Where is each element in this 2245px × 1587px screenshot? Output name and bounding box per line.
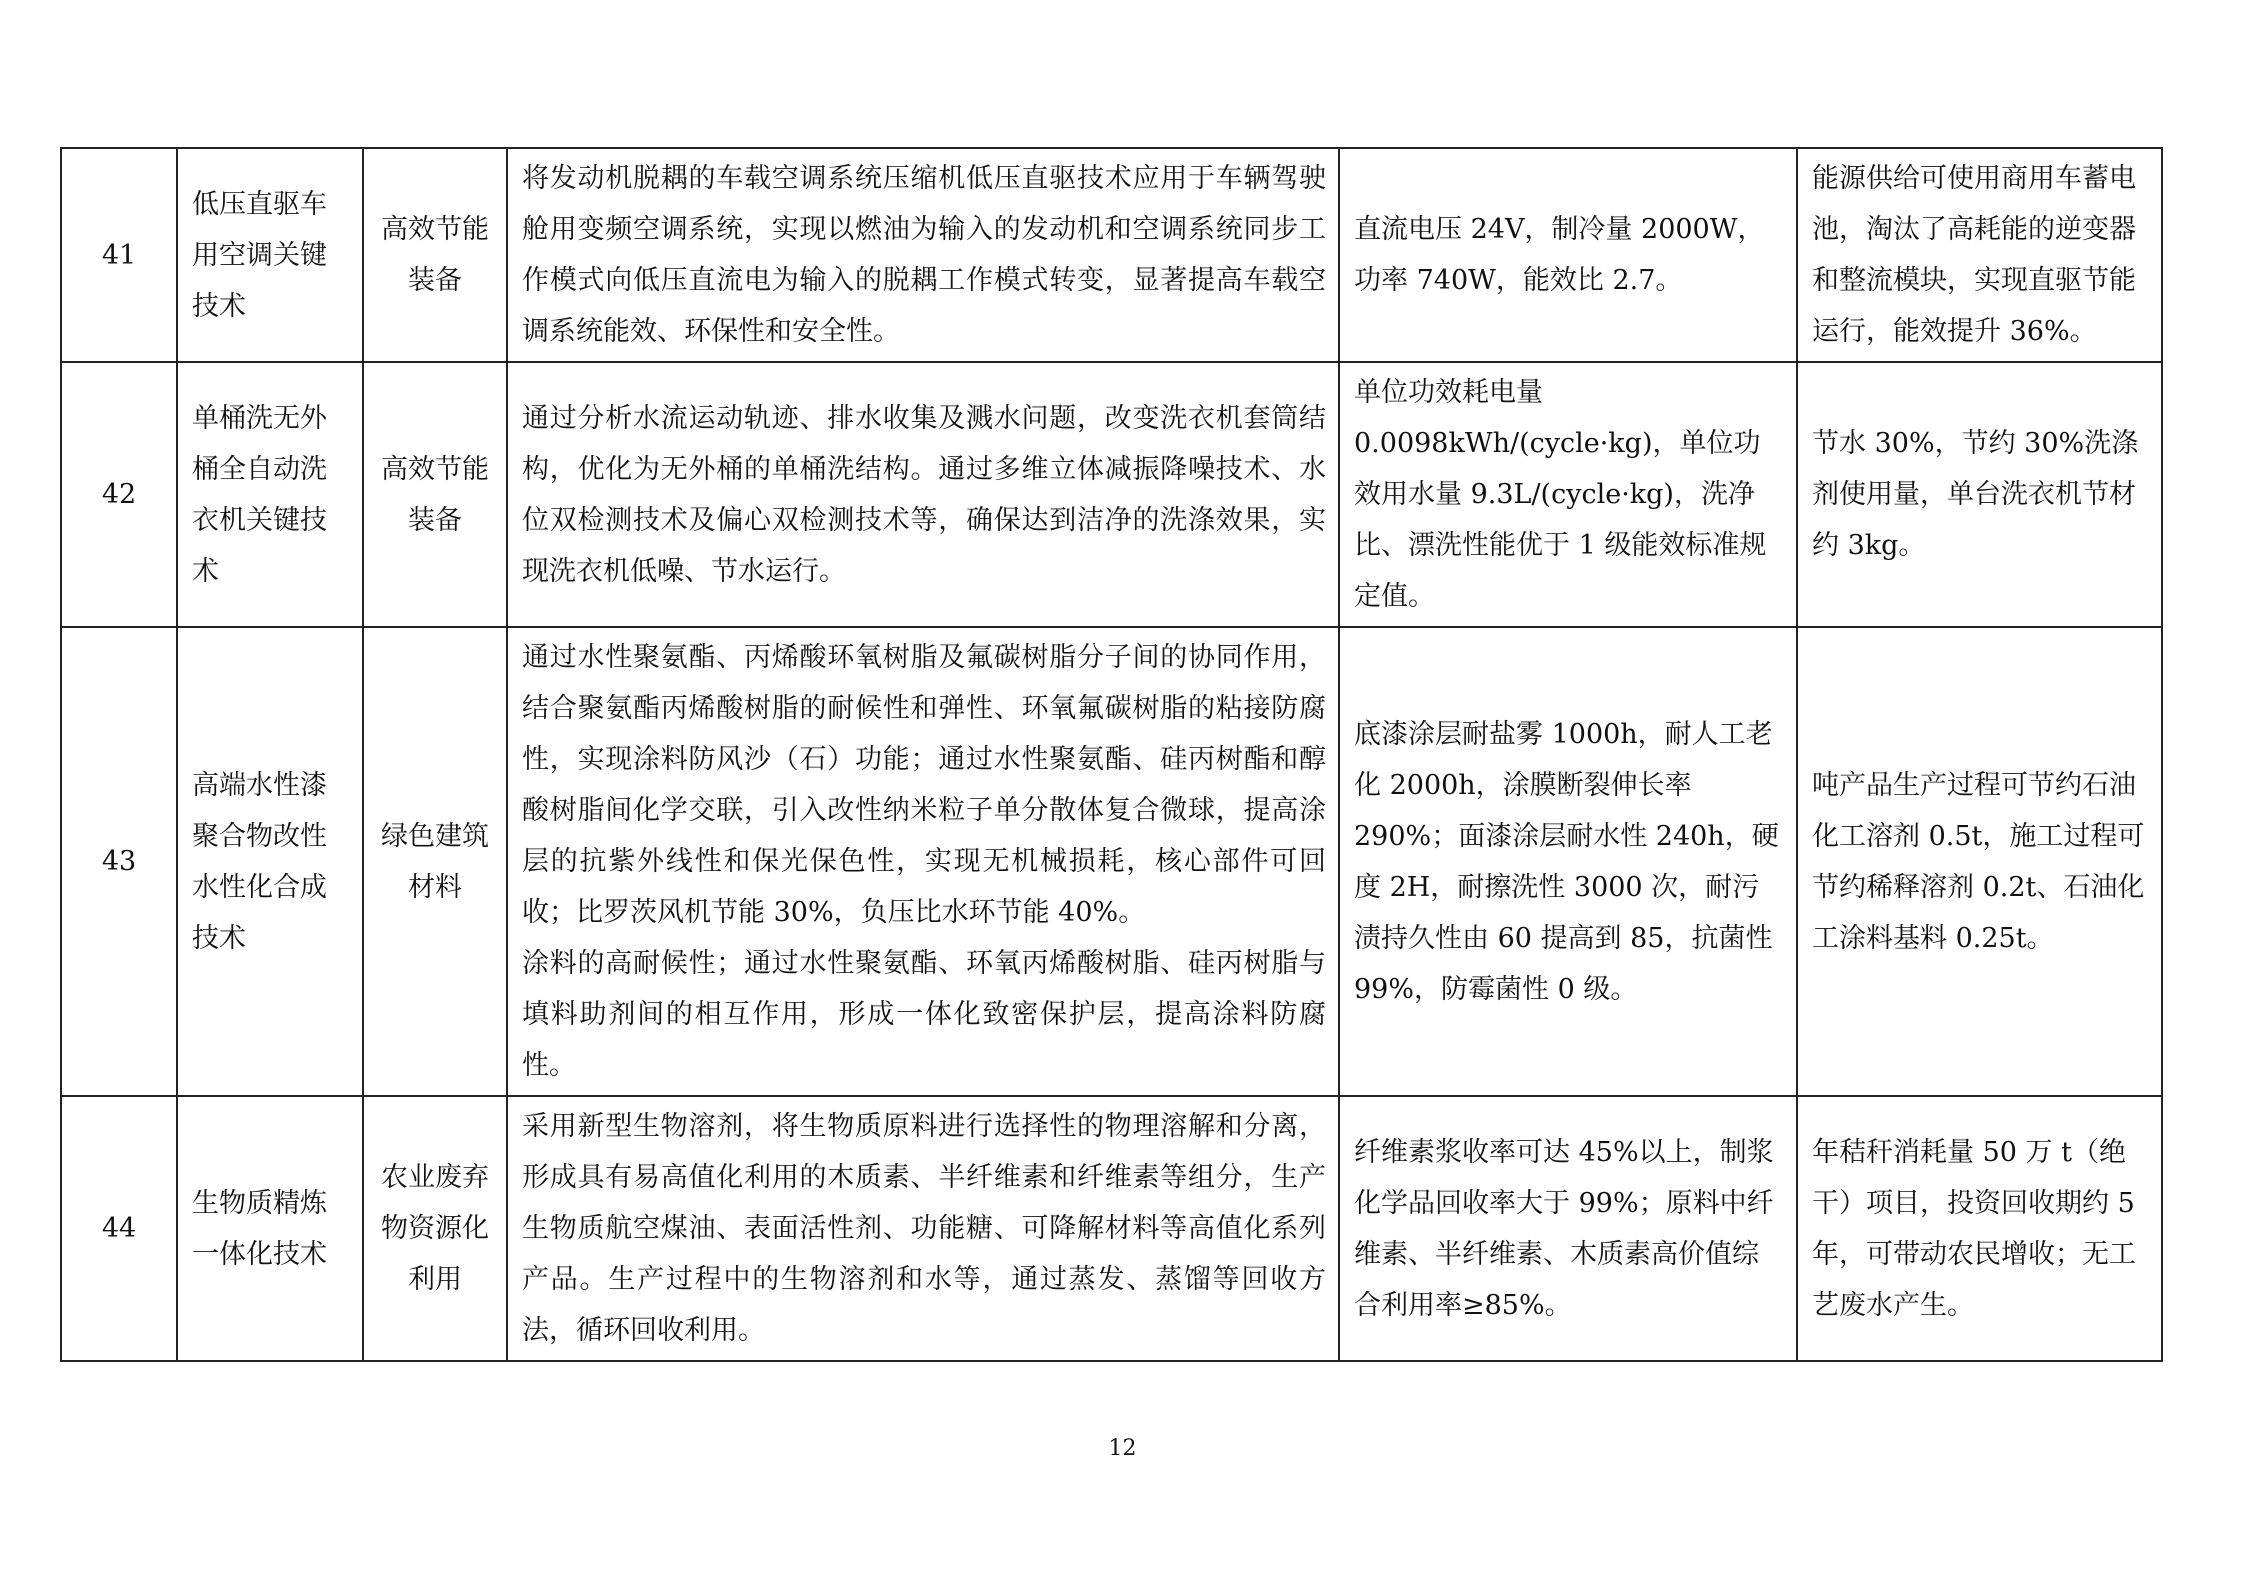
technical-indicators: 直流电压 24V，制冷量 2000W，功率 740W，能效比 2.7。 bbox=[1339, 148, 1797, 362]
energy-saving-effects: 吨产品生产过程可节约石油化工溶剂 0.5t，施工过程可节约稀释溶剂 0.2t、石油化工涂料基料 0.25t。 bbox=[1797, 627, 2162, 1096]
description-paragraph: 涂料的高耐候性；通过水性聚氨酯、环氧丙烯酸树脂、硅丙树脂与填料助剂间的相互作用，形成一体化致密保护层，提高涂料防腐性。 bbox=[522, 948, 1326, 1081]
row-number: 41 bbox=[61, 148, 177, 362]
technology-table bbox=[60, 147, 2163, 1362]
row-number: 44 bbox=[61, 1096, 177, 1361]
technology-category: 高效节能装备 bbox=[363, 148, 507, 362]
technology-name: 高端水性漆聚合物改性水性化合成技术 bbox=[177, 627, 363, 1096]
technology-description bbox=[507, 627, 1339, 1096]
energy-saving-effects: 能源供给可使用商用车蓄电池，淘汰了高耗能的逆变器和整流模块，实现直驱节能运行，能效提升 36%。 bbox=[1797, 148, 2162, 362]
table-row bbox=[61, 627, 2162, 1096]
technology-description: 采用新型生物溶剂，将生物质原料进行选择性的物理溶解和分离，形成具有易高值化利用的木质素、半纤维素和纤维素等组分，生产生物质航空煤油、表面活性剂、功能糖、可降解材料等高值化系列产品。生产过程中的生物溶剂和水等，通过蒸发、蒸馏等回收方法，循环回收利用。 bbox=[507, 1096, 1339, 1361]
technology-description: 通过分析水流运动轨迹、排水收集及溅水问题，改变洗衣机套筒结构，优化为无外桶的单桶洗结构。通过多维立体减振降噪技术、水位双检测技术及偏心双检测技术等，确保达到洁净的洗涤效果，实现洗衣机低噪、节水运行。 bbox=[507, 362, 1339, 627]
technology-category: 农业废弃物资源化利用 bbox=[363, 1096, 507, 1361]
row-number: 43 bbox=[61, 627, 177, 1096]
table-row bbox=[61, 148, 2162, 362]
page-number: 12 bbox=[1108, 1436, 1137, 1461]
technology-name: 单桶洗无外桶全自动洗衣机关键技术 bbox=[177, 362, 363, 627]
technology-category: 高效节能装备 bbox=[363, 362, 507, 627]
technology-name: 低压直驱车用空调关键技术 bbox=[177, 148, 363, 362]
description-paragraph: 通过水性聚氨酯、丙烯酸环氧树脂及氟碳树脂分子间的协同作用，结合聚氨酯丙烯酸树脂的耐候性和弹性、环氧氟碳树脂的粘接防腐性，实现涂料防风沙（石）功能；通过水性聚氨酯、硅丙树酯和醇酸树脂间化学交联，引入改性纳米粒子单分散体复合微球，提高涂层的抗紫外线性和保光保色性，实现无机械损耗，核心部件可回收；比罗茨风机节能 30%，负压比水环节能 40%。 bbox=[522, 642, 1326, 928]
technical-indicators: 底漆涂层耐盐雾 1000h，耐人工老化 2000h，涂膜断裂伸长率 290%；面漆涂层耐水性 240h，硬度 2H，耐擦洗性 3000 次，耐污渍持久性由 60 提高到 85，抗菌性 99%，防霉菌性 0 级。 bbox=[1339, 627, 1797, 1096]
table-row bbox=[61, 1096, 2162, 1361]
row-number: 42 bbox=[61, 362, 177, 627]
table-row bbox=[61, 362, 2162, 627]
technology-category: 绿色建筑材料 bbox=[363, 627, 507, 1096]
technology-description: 将发动机脱耦的车载空调系统压缩机低压直驱技术应用于车辆驾驶舱用变频空调系统，实现以燃油为输入的发动机和空调系统同步工作模式向低压直流电为输入的脱耦工作模式转变，显著提高车载空调系统能效、环保性和安全性。 bbox=[507, 148, 1339, 362]
energy-saving-effects: 年秸秆消耗量 50 万 t（绝干）项目，投资回收期约 5 年，可带动农民增收；无工艺废水产生。 bbox=[1797, 1096, 2162, 1361]
energy-saving-effects: 节水 30%，节约 30%洗涤剂使用量，单台洗衣机节材约 3kg。 bbox=[1797, 362, 2162, 627]
technology-name: 生物质精炼一体化技术 bbox=[177, 1096, 363, 1361]
technical-indicators: 纤维素浆收率可达 45%以上，制浆化学品回收率大于 99%；原料中纤维素、半纤维素、木质素高价值综合利用率≥85%。 bbox=[1339, 1096, 1797, 1361]
technical-indicators: 单位功效耗电量 0.0098kWh/(cycle·kg)，单位功效用水量 9.3L/(cycle·kg)，洗净比、漂洗性能优于 1 级能效标准规定值。 bbox=[1339, 362, 1797, 627]
